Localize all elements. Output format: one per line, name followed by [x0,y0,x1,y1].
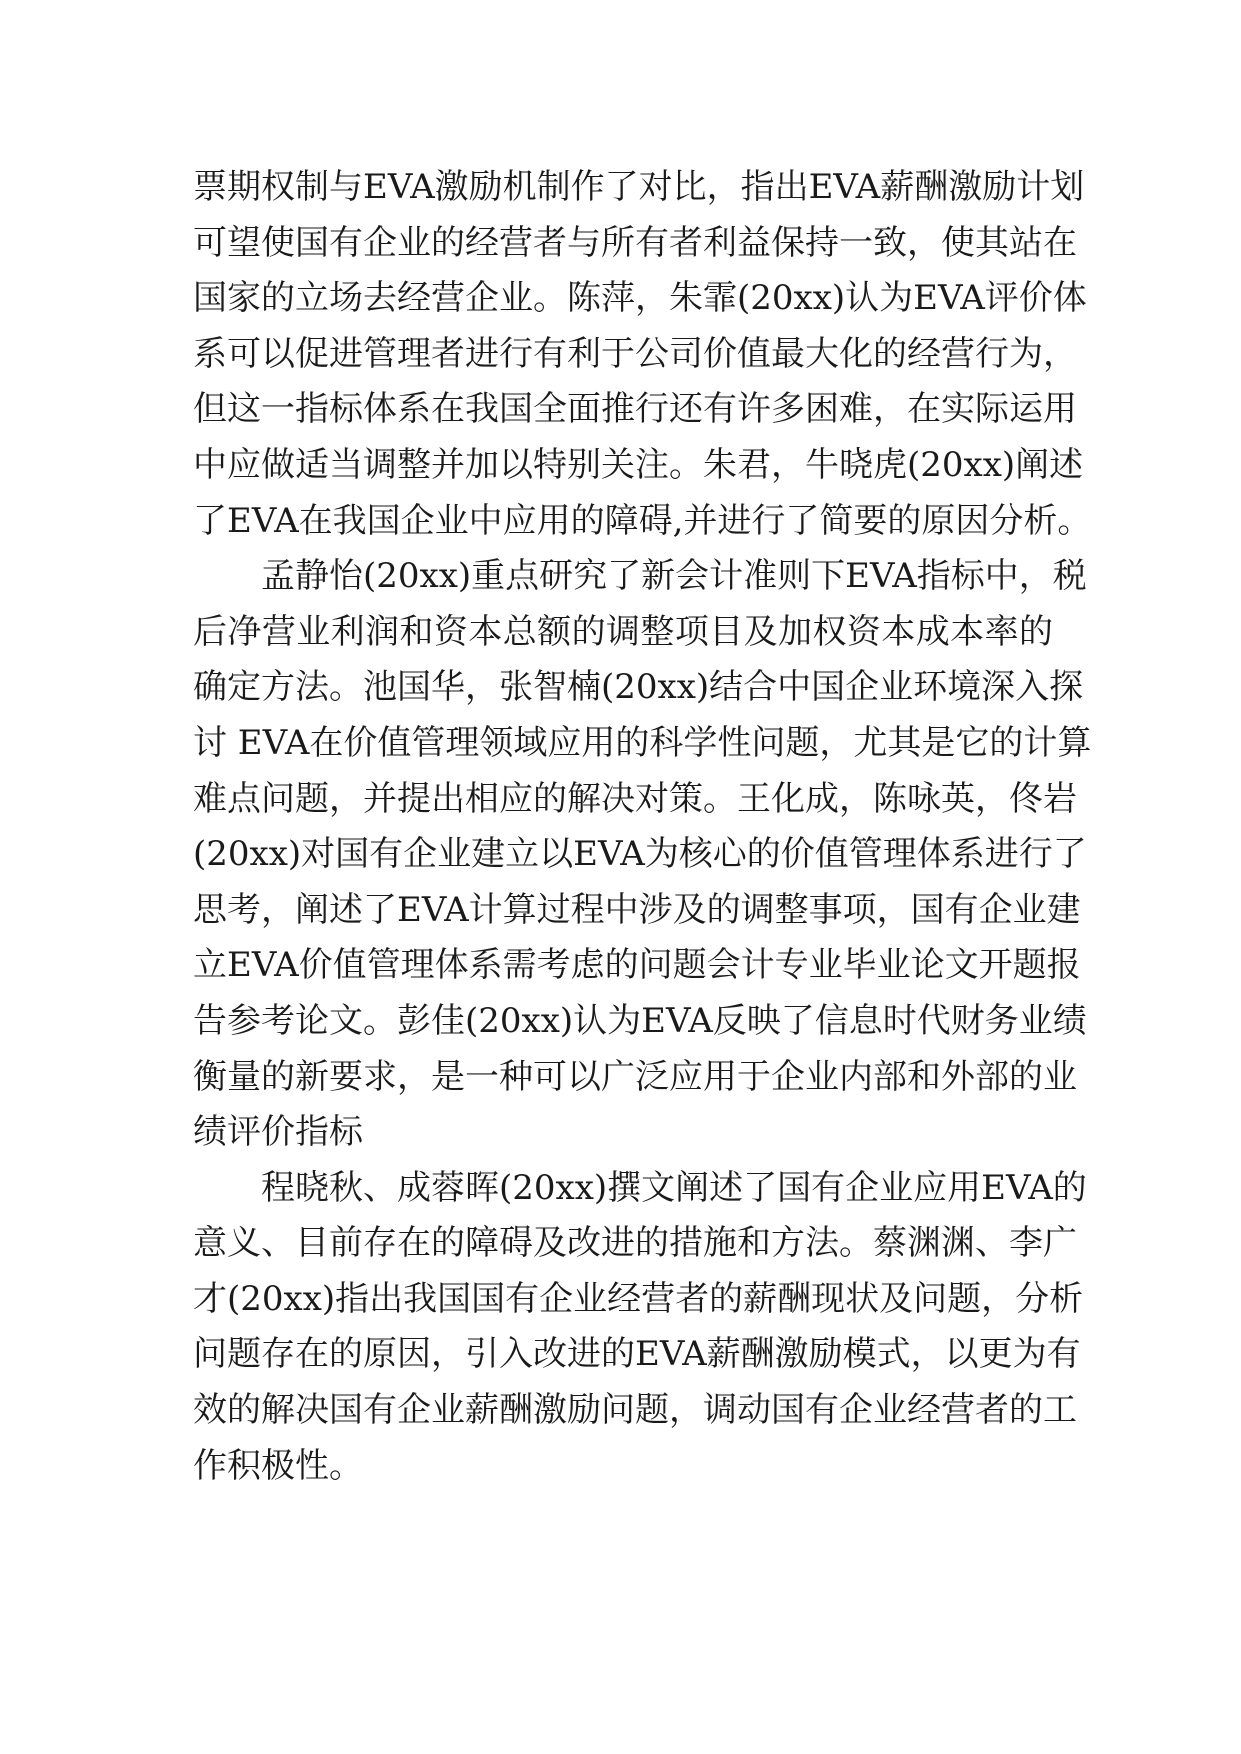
text-line: 效的解决国有企业薪酬激励问题，调动国有企业经营者的工 [193,1390,1077,1431]
text-line: 绩评价指标 [193,1112,363,1153]
text-line: 确定方法。池国华，张智楠(20xx)结合中国企业环境深入探 [193,667,1084,708]
text-line: 程晓秋、成蓉晖(20xx)撰文阐述了国有企业应用EVA的 [193,1167,1087,1208]
text-line: 意义、目前存在的障碍及改进的措施和方法。蔡渊渊、李广 [193,1223,1077,1264]
paragraph-1 [193,160,1092,549]
text-line: 告参考论文。彭佳(20xx)认为EVA反映了信息时代财务业绩 [193,1000,1087,1041]
text-line: 作积极性。 [193,1445,363,1486]
text-line: 问题存在的原因，引入改进的EVA薪酬激励模式，以更为有 [193,1334,1081,1375]
text-line: 思考，阐述了EVA计算过程中涉及的调整事项，国有企业建 [193,889,1081,930]
body-text [193,160,1092,1494]
text-line: 讨 EVA在价值管理领域应用的科学性问题，尤其是它的计算 [193,722,1092,763]
text-line: 孟静怡(20xx)重点研究了新会计准则下EVA指标中，税 [193,556,1087,597]
text-line: 但这一指标体系在我国全面推行还有许多困难，在实际运用 [193,389,1077,430]
text-line: 系可以促进管理者进行有利于公司价值最大化的经营行为， [193,333,1077,374]
text-line: 衡量的新要求，是一种可以广泛应用于企业内部和外部的业 [193,1056,1077,1097]
text-line: 后净营业利润和资本总额的调整项目及加权资本成本率的 [193,611,1053,652]
text-line: 立EVA价值管理体系需考虑的问题会计专业毕业论文开题报 [193,945,1081,986]
paragraph-2 [193,549,1092,1161]
text-line: 难点问题，并提出相应的解决对策。王化成，陈咏英，佟岩 [193,778,1077,819]
text-line: 中应做适当调整并加以特别关注。朱君，牛晓虎(20xx)阐述 [193,444,1084,485]
text-line: (20xx)对国有企业建立以EVA为核心的价值管理体系进行了 [193,834,1087,875]
text-line: 国家的立场去经营企业。陈萍，朱霏(20xx)认为EVA评价体 [193,278,1087,319]
paragraph-3 [193,1161,1087,1495]
text-line: 可望使国有企业的经营者与所有者利益保持一致，使其站在 [193,222,1077,263]
text-line: 票期权制与EVA激励机制作了对比，指出EVA薪酬激励计划 [193,167,1085,207]
text-line: 才(20xx)指出我国国有企业经营者的薪酬现状及问题，分析 [193,1278,1084,1319]
text-line: 了EVA在我国企业中应用的障碍,并进行了简要的原因分析。 [193,500,1092,541]
